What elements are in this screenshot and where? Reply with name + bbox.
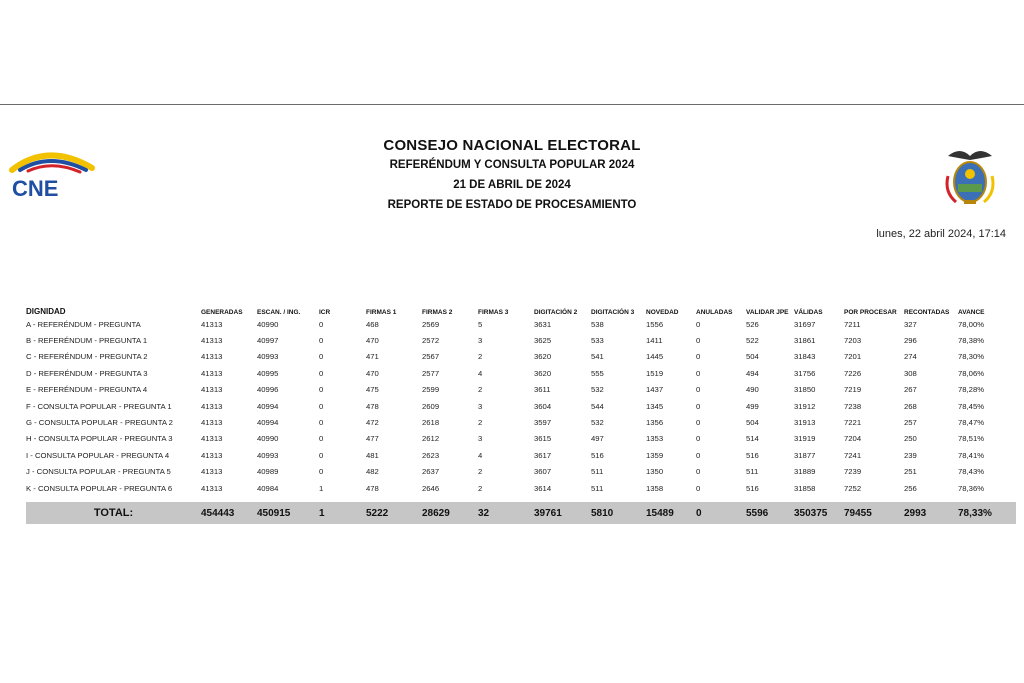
org-title: CONSEJO NACIONAL ELECTORAL bbox=[383, 137, 641, 154]
table-cell: 274 bbox=[904, 352, 917, 362]
table-cell: 0 bbox=[319, 368, 324, 378]
column-header: GENERADAS bbox=[201, 309, 243, 316]
table-cell: 41313 bbox=[201, 352, 223, 362]
table-cell: 40994 bbox=[257, 418, 279, 428]
table-cell: 41313 bbox=[201, 467, 223, 477]
table-cell: 7252 bbox=[844, 483, 862, 493]
total-cell: 32 bbox=[478, 502, 534, 524]
table-cell: 475 bbox=[366, 385, 379, 395]
table-cell: 7239 bbox=[844, 467, 862, 477]
table-cell: 2569 bbox=[422, 319, 440, 329]
table-cell: 7221 bbox=[844, 418, 862, 428]
table-cell: 3597 bbox=[534, 418, 552, 428]
table-cell: 544 bbox=[591, 401, 604, 411]
table-cell: 31919 bbox=[794, 434, 816, 444]
table-cell: 41313 bbox=[201, 336, 223, 346]
total-cell: 2993 bbox=[904, 502, 958, 524]
table-cell: 1 bbox=[319, 483, 324, 493]
table-cell: 0 bbox=[319, 385, 324, 395]
table-cell: 31912 bbox=[794, 401, 816, 411]
table-cell: 1345 bbox=[646, 401, 664, 411]
processing-status-table bbox=[26, 303, 1016, 524]
table-cell: 31889 bbox=[794, 467, 816, 477]
column-header: ESCAN. / ING. bbox=[257, 309, 301, 316]
table-cell: 78,45% bbox=[958, 401, 985, 411]
table-cell: 78,06% bbox=[958, 368, 985, 378]
total-cell: 5810 bbox=[591, 502, 646, 524]
table-cell: 0 bbox=[319, 319, 324, 329]
total-cell: 5222 bbox=[366, 502, 422, 524]
table-cell: 7211 bbox=[844, 319, 861, 329]
table-row bbox=[26, 414, 1016, 430]
table-cell: 31861 bbox=[794, 336, 816, 346]
table-cell: 2609 bbox=[422, 401, 440, 411]
table-cell: 31843 bbox=[794, 352, 816, 362]
table-cell: 3604 bbox=[534, 401, 552, 411]
table-cell: 1359 bbox=[646, 450, 664, 460]
table-cell: 2612 bbox=[422, 434, 440, 444]
table-cell: 497 bbox=[591, 434, 604, 444]
table-cell: 0 bbox=[319, 467, 324, 477]
table-cell: 41313 bbox=[201, 385, 223, 395]
table-cell: 2646 bbox=[422, 483, 440, 493]
table-cell: 40997 bbox=[257, 336, 279, 346]
column-header: RECONTADAS bbox=[904, 309, 950, 316]
table-cell: 511 bbox=[591, 467, 604, 477]
total-cell: 450915 bbox=[257, 502, 319, 524]
table-cell: 31877 bbox=[794, 450, 816, 460]
table-cell: J - CONSULTA POPULAR - PREGUNTA 5 bbox=[26, 467, 171, 477]
table-cell: 0 bbox=[696, 450, 701, 460]
table-cell: 327 bbox=[904, 319, 917, 329]
table-cell: 40989 bbox=[257, 467, 279, 477]
report-header bbox=[0, 137, 1024, 215]
table-cell: 3620 bbox=[534, 352, 552, 362]
column-header: FIRMAS 1 bbox=[366, 309, 397, 316]
table-cell: 2577 bbox=[422, 368, 440, 378]
table-cell: 256 bbox=[904, 483, 917, 493]
table-cell: 0 bbox=[696, 385, 701, 395]
table-cell: 0 bbox=[319, 418, 324, 428]
table-cell: 7238 bbox=[844, 401, 862, 411]
table-header-row bbox=[26, 303, 1016, 316]
table-cell: 41313 bbox=[201, 319, 223, 329]
report-title: REPORTE DE ESTADO DE PROCESAMIENTO bbox=[387, 199, 637, 211]
column-header: DIGITACIÓN 3 bbox=[591, 309, 635, 316]
total-row bbox=[26, 502, 1016, 524]
column-header: FIRMAS 3 bbox=[478, 309, 509, 316]
total-cell: 79455 bbox=[844, 502, 904, 524]
table-cell: I - CONSULTA POPULAR - PREGUNTA 4 bbox=[26, 450, 170, 460]
table-cell: 296 bbox=[904, 336, 917, 346]
column-header: ICR bbox=[319, 309, 331, 316]
table-cell: 1519 bbox=[646, 368, 664, 378]
table-cell: 40993 bbox=[257, 450, 279, 460]
table-cell: F - CONSULTA POPULAR - PREGUNTA 1 bbox=[26, 401, 172, 411]
table-cell: B - REFERÉNDUM - PREGUNTA 1 bbox=[26, 336, 148, 346]
table-cell: 1445 bbox=[646, 352, 664, 362]
table-cell: 490 bbox=[746, 385, 759, 395]
table-cell: 31850 bbox=[794, 385, 816, 395]
total-cell: 5596 bbox=[746, 502, 794, 524]
table-cell: 78,47% bbox=[958, 418, 985, 428]
table-cell: 478 bbox=[366, 401, 379, 411]
table-cell: 268 bbox=[904, 401, 917, 411]
table-cell: 2 bbox=[478, 467, 483, 477]
table-cell: E - REFERÉNDUM - PREGUNTA 4 bbox=[26, 385, 148, 395]
table-cell: 514 bbox=[746, 434, 759, 444]
table-cell: 0 bbox=[696, 368, 701, 378]
table-cell: C - REFERÉNDUM - PREGUNTA 2 bbox=[26, 352, 148, 362]
table-cell: 522 bbox=[746, 336, 759, 346]
table-row bbox=[26, 464, 1016, 480]
column-header: VÁLIDAS bbox=[794, 309, 823, 316]
table-cell: 7226 bbox=[844, 368, 862, 378]
table-row bbox=[26, 431, 1016, 447]
table-cell: 2572 bbox=[422, 336, 440, 346]
table-cell: 41313 bbox=[201, 368, 223, 378]
table-cell: 78,00% bbox=[958, 319, 985, 329]
table-cell: 470 bbox=[366, 336, 379, 346]
table-cell: A - REFERÉNDUM - PREGUNTA bbox=[26, 319, 141, 329]
table-cell: 78,36% bbox=[958, 483, 985, 493]
event-date: 21 DE ABRIL DE 2024 bbox=[453, 179, 571, 191]
table-row bbox=[26, 316, 1016, 332]
total-cell: 454443 bbox=[201, 502, 257, 524]
total-cell: 39761 bbox=[534, 502, 591, 524]
table-row bbox=[26, 382, 1016, 398]
table-cell: 78,30% bbox=[958, 352, 985, 362]
table-cell: 41313 bbox=[201, 450, 223, 460]
table-cell: 0 bbox=[319, 401, 324, 411]
column-header: ANULADAS bbox=[696, 309, 733, 316]
table-cell: 511 bbox=[591, 483, 604, 493]
column-header: DIGITACIÓN 2 bbox=[534, 309, 578, 316]
table-cell: 2 bbox=[478, 352, 483, 362]
table-cell: 499 bbox=[746, 401, 759, 411]
table-cell: 40990 bbox=[257, 319, 279, 329]
table-cell: 251 bbox=[904, 467, 917, 477]
table-cell: 40996 bbox=[257, 385, 279, 395]
table-cell: 41313 bbox=[201, 418, 223, 428]
table-cell: 250 bbox=[904, 434, 917, 444]
cne-logo-text: CNE bbox=[12, 176, 59, 201]
column-header: NOVEDAD bbox=[646, 309, 679, 316]
column-header: AVANCE bbox=[958, 309, 985, 316]
table-cell: 31913 bbox=[794, 418, 816, 428]
table-cell: 0 bbox=[696, 401, 701, 411]
table-cell: 3617 bbox=[534, 450, 552, 460]
table-row bbox=[26, 480, 1016, 496]
table-cell: 78,28% bbox=[958, 385, 985, 395]
table-cell: 482 bbox=[366, 467, 379, 477]
table-cell: 41313 bbox=[201, 401, 223, 411]
total-label: TOTAL: bbox=[26, 502, 201, 524]
table-cell: 40995 bbox=[257, 368, 279, 378]
table-cell: D - REFERÉNDUM - PREGUNTA 3 bbox=[26, 368, 148, 378]
table-cell: 0 bbox=[319, 336, 324, 346]
table-cell: 470 bbox=[366, 368, 379, 378]
table-cell: 1556 bbox=[646, 319, 664, 329]
table-cell: 2618 bbox=[422, 418, 440, 428]
table-cell: 31697 bbox=[794, 319, 816, 329]
table-cell: 0 bbox=[696, 352, 701, 362]
table-cell: 78,51% bbox=[958, 434, 985, 444]
table-row bbox=[26, 447, 1016, 463]
table-cell: 2623 bbox=[422, 450, 440, 460]
table-cell: 41313 bbox=[201, 483, 223, 493]
column-header: FIRMAS 2 bbox=[422, 309, 453, 316]
table-cell: 7203 bbox=[844, 336, 862, 346]
table-cell: 40990 bbox=[257, 434, 279, 444]
table-cell: 1353 bbox=[646, 434, 664, 444]
table-cell: 0 bbox=[319, 434, 324, 444]
table-cell: 1358 bbox=[646, 483, 664, 493]
table-cell: 41313 bbox=[201, 434, 223, 444]
table-cell: K - CONSULTA POPULAR - PREGUNTA 6 bbox=[26, 483, 173, 493]
table-cell: 5 bbox=[478, 319, 483, 329]
table-cell: 7241 bbox=[844, 450, 862, 460]
table-cell: 3 bbox=[478, 336, 483, 346]
event-title: REFERÉNDUM Y CONSULTA POPULAR 2024 bbox=[389, 159, 635, 171]
table-cell: 2637 bbox=[422, 467, 440, 477]
table-cell: 3625 bbox=[534, 336, 552, 346]
top-divider bbox=[0, 104, 1024, 105]
table-cell: 3611 bbox=[534, 385, 551, 395]
table-cell: 516 bbox=[591, 450, 604, 460]
table-cell: 78,41% bbox=[958, 450, 985, 460]
table-cell: 1350 bbox=[646, 467, 664, 477]
table-cell: 4 bbox=[478, 450, 483, 460]
table-cell: 0 bbox=[696, 336, 701, 346]
table-cell: 532 bbox=[591, 385, 604, 395]
table-cell: 0 bbox=[696, 483, 701, 493]
table-cell: 3 bbox=[478, 401, 483, 411]
table-cell: 2567 bbox=[422, 352, 440, 362]
table-cell: 7201 bbox=[844, 352, 862, 362]
table-cell: 3607 bbox=[534, 467, 552, 477]
table-row bbox=[26, 365, 1016, 381]
table-cell: 0 bbox=[696, 319, 701, 329]
total-cell: 15489 bbox=[646, 502, 696, 524]
table-row bbox=[26, 398, 1016, 414]
table-cell: 504 bbox=[746, 352, 759, 362]
table-cell: H - CONSULTA POPULAR - PREGUNTA 3 bbox=[26, 434, 173, 444]
table-cell: 538 bbox=[591, 319, 604, 329]
table-cell: 40994 bbox=[257, 401, 279, 411]
table-cell: 3615 bbox=[534, 434, 552, 444]
table-cell: 40993 bbox=[257, 352, 279, 362]
table-cell: 504 bbox=[746, 418, 759, 428]
table-cell: 4 bbox=[478, 368, 483, 378]
table-cell: 257 bbox=[904, 418, 917, 428]
table-cell: 40984 bbox=[257, 483, 279, 493]
table-row bbox=[26, 349, 1016, 365]
table-cell: 541 bbox=[591, 352, 604, 362]
table-cell: 481 bbox=[366, 450, 379, 460]
table-cell: 555 bbox=[591, 368, 604, 378]
table-cell: 3614 bbox=[534, 483, 552, 493]
table-cell: 516 bbox=[746, 483, 759, 493]
table-cell: 472 bbox=[366, 418, 379, 428]
table-cell: 516 bbox=[746, 450, 759, 460]
table-cell: 78,38% bbox=[958, 336, 985, 346]
report-timestamp: lunes, 22 abril 2024, 17:14 bbox=[876, 228, 1006, 240]
table-cell: 0 bbox=[319, 450, 324, 460]
table-cell: 471 bbox=[366, 352, 379, 362]
table-cell: 239 bbox=[904, 450, 917, 460]
table-cell: 478 bbox=[366, 483, 379, 493]
table-cell: 468 bbox=[366, 319, 379, 329]
table-cell: 1356 bbox=[646, 418, 664, 428]
table-cell: 494 bbox=[746, 368, 759, 378]
table-cell: 0 bbox=[696, 418, 701, 428]
table-cell: 511 bbox=[746, 467, 759, 477]
table-cell: 2 bbox=[478, 483, 483, 493]
table-cell: 2 bbox=[478, 418, 483, 428]
table-cell: 0 bbox=[319, 352, 324, 362]
table-cell: 1411 bbox=[646, 336, 663, 346]
table-cell: 3631 bbox=[534, 319, 552, 329]
total-cell: 0 bbox=[696, 502, 746, 524]
table-cell: 7219 bbox=[844, 385, 862, 395]
total-cell: 28629 bbox=[422, 502, 478, 524]
table-cell: 31756 bbox=[794, 368, 816, 378]
table-cell: 308 bbox=[904, 368, 917, 378]
table-cell: 477 bbox=[366, 434, 379, 444]
column-header: VALIDAR JPE bbox=[746, 309, 789, 316]
table-cell: 78,43% bbox=[958, 467, 985, 477]
column-header: POR PROCESAR bbox=[844, 309, 897, 316]
total-cell: 350375 bbox=[794, 502, 844, 524]
table-cell: 0 bbox=[696, 467, 701, 477]
table-row bbox=[26, 332, 1016, 348]
table-cell: 7204 bbox=[844, 434, 862, 444]
total-cell: 78,33% bbox=[958, 502, 1016, 524]
table-cell: 1437 bbox=[646, 385, 664, 395]
table-cell: 31858 bbox=[794, 483, 816, 493]
table-cell: 2 bbox=[478, 385, 483, 395]
table-cell: G - CONSULTA POPULAR - PREGUNTA 2 bbox=[26, 418, 173, 428]
table-cell: 532 bbox=[591, 418, 604, 428]
table-cell: 267 bbox=[904, 385, 917, 395]
table-cell: 2599 bbox=[422, 385, 440, 395]
total-cell: 1 bbox=[319, 502, 366, 524]
table-cell: 3620 bbox=[534, 368, 552, 378]
table-cell: 0 bbox=[696, 434, 701, 444]
table-cell: 526 bbox=[746, 319, 759, 329]
column-header: DIGNIDAD bbox=[26, 307, 66, 316]
table-cell: 3 bbox=[478, 434, 483, 444]
table-cell: 533 bbox=[591, 336, 604, 346]
